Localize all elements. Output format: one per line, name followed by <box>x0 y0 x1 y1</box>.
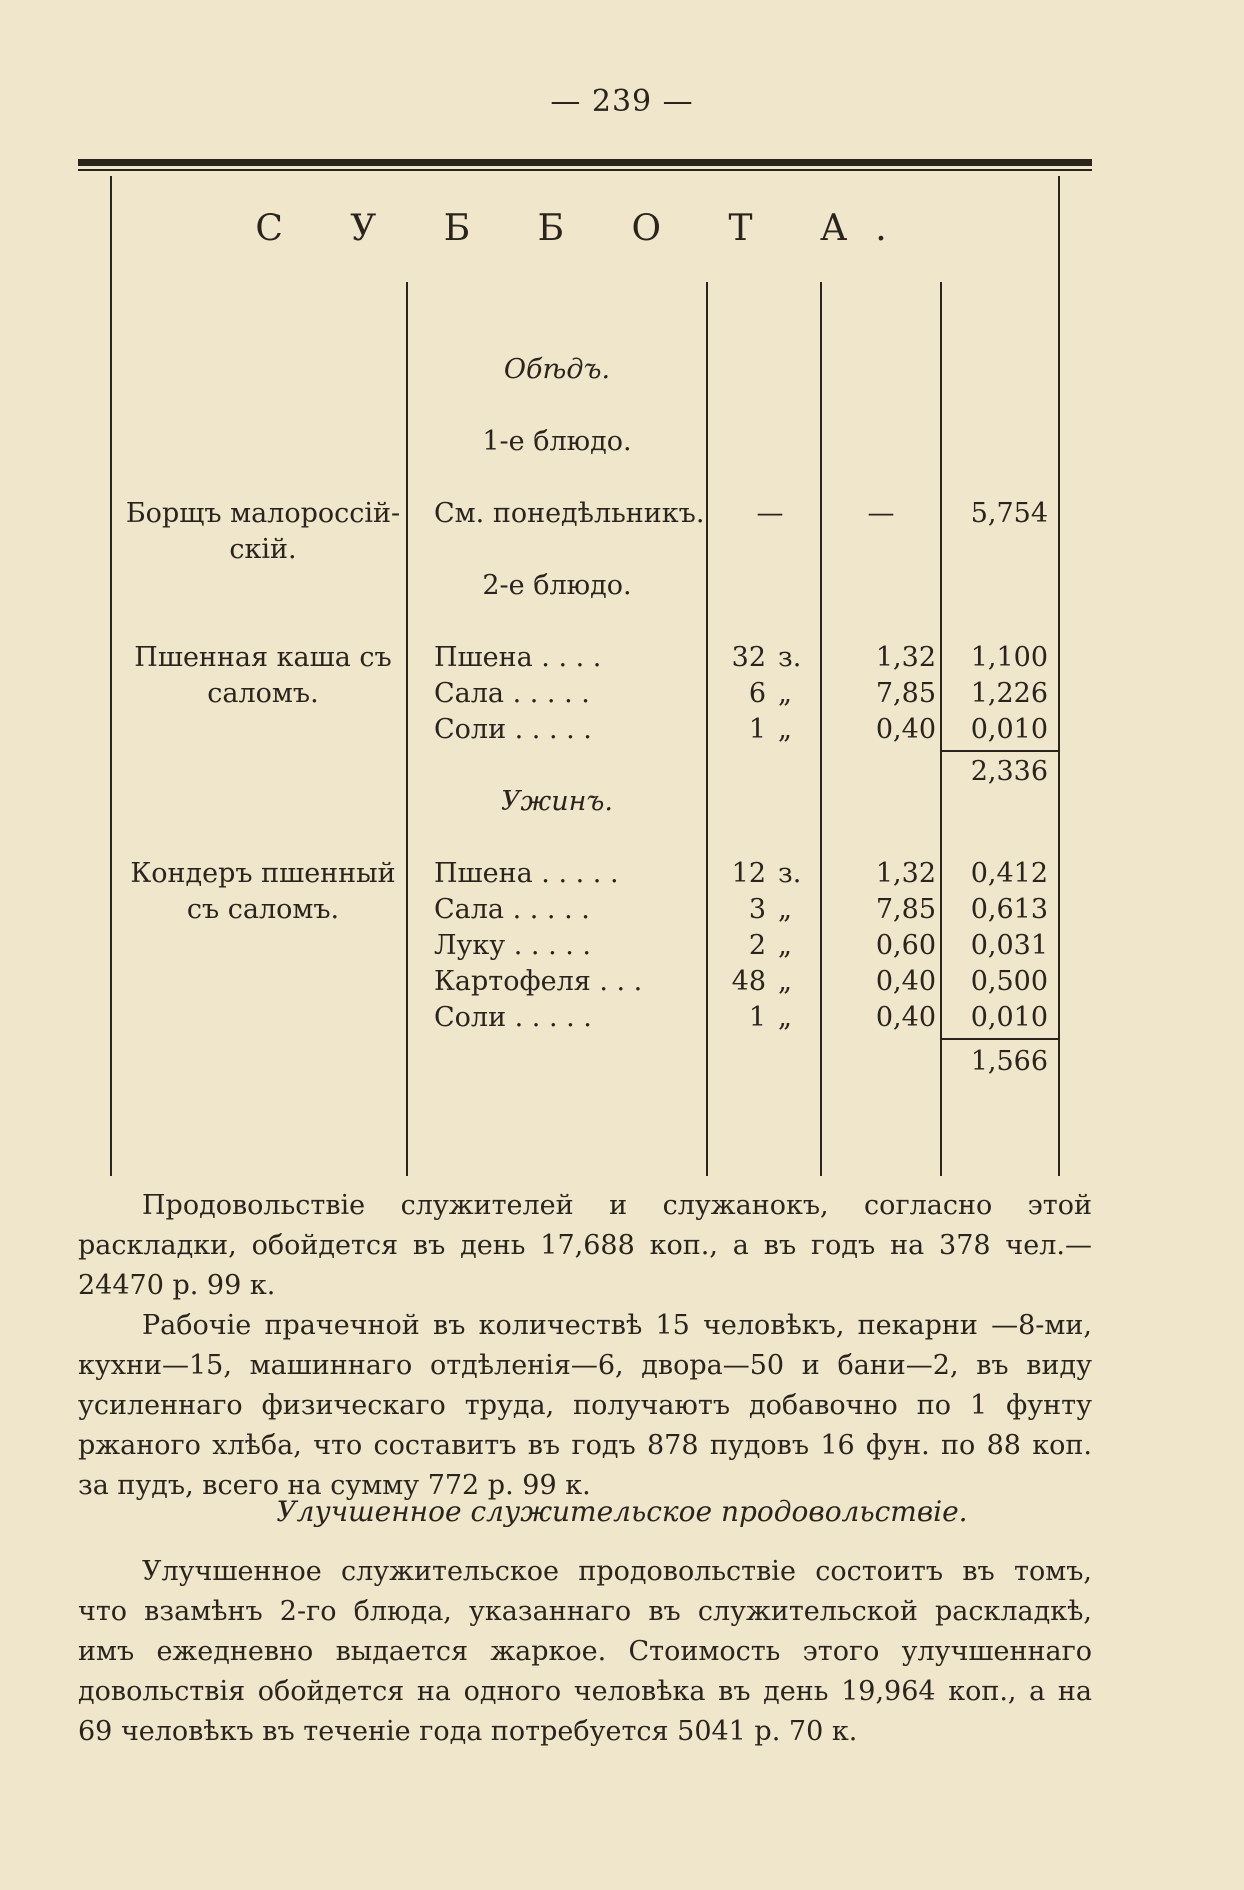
ingredient-qty: 1 <box>748 714 766 745</box>
ingredient-unit: „ <box>778 966 792 997</box>
ingredient-item: Пшена . . . . . <box>434 858 619 889</box>
ingredient-price: — <box>867 498 895 529</box>
col-divider-1 <box>406 282 408 1176</box>
top-rule <box>78 159 1092 166</box>
ingredient-sum: 1,100 <box>970 642 1048 673</box>
dish-total: 1,566 <box>970 1046 1048 1077</box>
ingredient-sum: 5,754 <box>970 498 1048 529</box>
ingredient-unit: „ <box>778 1002 792 1033</box>
ingredient-unit: з. <box>778 642 802 673</box>
paragraph: Улучшенное служительское продовольствіе состоитъ въ томъ, что взамѣнъ 2-го блюда, указаннаго въ служительской раскладкѣ, имъ ежедневно выдается жаркое. Стоимость этого улучшеннаго довольствія обойдется на одного человѣка въ день 19,964 коп., а на 69 человѣкъ въ теченіе года потребуется 5041 р. 70 к. <box>78 1556 1092 1747</box>
ingredient-item: Луку . . . . . <box>434 930 592 961</box>
section-second-course: 2-е блюдо. <box>482 570 632 601</box>
ingredient-item: См. понедѣльникъ. <box>434 498 705 529</box>
dish-name: Борщъ малороссій-скій. <box>125 498 401 565</box>
ingredient-unit: „ <box>778 894 792 925</box>
ingredient-qty: 1 <box>748 1002 766 1033</box>
top-rule-thin <box>78 169 1092 171</box>
ingredient-item: Сала . . . . . <box>434 678 590 709</box>
ingredient-sum: 0,010 <box>970 1002 1048 1033</box>
ingredient-qty: 3 <box>748 894 766 925</box>
dish-name: Пшенная каша съ саломъ. <box>134 642 392 709</box>
day-title: С У Б Б О Т А. <box>255 208 915 249</box>
ingredient-price: 1,32 <box>875 858 936 889</box>
section-heading: Улучшенное служительское продовольствіе. <box>276 1495 968 1528</box>
table-border-right <box>1058 176 1060 1176</box>
ingredient-price: 7,85 <box>875 678 936 709</box>
table-border-left <box>110 176 112 1176</box>
ingredient-item: Пшена . . . . <box>434 642 602 673</box>
page-number: — 239 — <box>550 84 694 119</box>
section-first-course: 1-е блюдо. <box>482 426 632 457</box>
ingredient-unit: „ <box>778 714 792 745</box>
ingredient-sum: 0,613 <box>970 894 1048 925</box>
ingredient-price: 0,40 <box>875 966 936 997</box>
ingredient-qty: — <box>756 498 784 529</box>
paragraph: Рабочіе прачечной въ количествѣ 15 человѣкъ, пекарни —8-ми, кухни—15, машиннаго отдѣленія—6, двора—50 и бани—2, въ виду усиленнаго физическаго труда, получаютъ добавочно по 1 фунту ржаного хлѣба, что составитъ въ годъ 878 пудовъ 16 фун. по 88 коп. за пудъ, всего на сумму 772 р. 99 к. <box>78 1310 1092 1501</box>
ingredient-unit: „ <box>778 930 792 961</box>
ingredient-sum: 1,226 <box>970 678 1048 709</box>
paragraph: Продовольствіе служителей и служанокъ, согласно этой раскладки, обойдется въ день 17,688 коп., а въ годъ на 378 чел.—24470 р. 99 к. <box>78 1190 1092 1301</box>
ingredient-sum: 0,010 <box>970 714 1048 745</box>
ingredient-qty: 6 <box>748 678 766 709</box>
ingredient-sum: 0,031 <box>970 930 1048 961</box>
ingredient-qty: 12 <box>731 858 766 889</box>
ingredient-unit: з. <box>778 858 802 889</box>
dish-total: 2,336 <box>970 756 1048 787</box>
ingredient-qty: 48 <box>731 966 766 997</box>
section-supper: Ужинъ. <box>501 786 613 817</box>
ingredient-price: 0,40 <box>875 1002 936 1033</box>
ingredient-sum: 0,500 <box>970 966 1048 997</box>
ingredient-price: 0,40 <box>875 714 936 745</box>
ingredient-qty: 2 <box>748 930 766 961</box>
section-dinner: Обѣдъ. <box>503 354 611 385</box>
ingredient-item: Сала . . . . . <box>434 894 590 925</box>
subtotal-rule <box>942 750 1058 752</box>
subtotal-rule <box>942 1038 1058 1040</box>
ingredient-qty: 32 <box>731 642 766 673</box>
dish-name: Кондеръ пшенный съ саломъ. <box>130 858 396 925</box>
ingredient-item: Соли . . . . . <box>434 1002 592 1033</box>
ingredient-sum: 0,412 <box>970 858 1048 889</box>
col-divider-2 <box>706 282 708 1176</box>
ingredient-unit: „ <box>778 678 792 709</box>
ingredient-price: 7,85 <box>875 894 936 925</box>
ingredient-price: 1,32 <box>875 642 936 673</box>
ingredient-item: Картофеля . . . <box>434 966 643 997</box>
col-divider-4 <box>940 282 942 1176</box>
body-text <box>78 1186 1092 1506</box>
body-text-2 <box>78 1552 1092 1752</box>
ingredient-item: Соли . . . . . <box>434 714 592 745</box>
ingredient-price: 0,60 <box>875 930 936 961</box>
